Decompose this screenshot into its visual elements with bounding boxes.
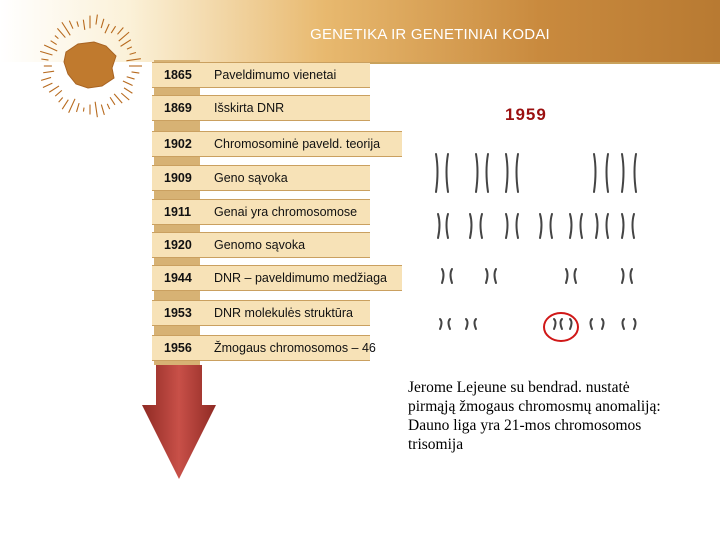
karyotype-image bbox=[426, 150, 676, 355]
caption bbox=[408, 378, 708, 454]
timeline-row bbox=[152, 62, 370, 88]
timeline-year: 1865 bbox=[164, 68, 192, 82]
timeline-label: DNR – paveldimumo medžiaga bbox=[214, 271, 387, 285]
timeline-label: Chromosominė paveld. teorija bbox=[214, 137, 381, 151]
timeline-label: Žmogaus chromosomos – 46 bbox=[214, 341, 376, 355]
timeline-row bbox=[152, 300, 370, 326]
caption-line: Jerome Lejeune su bendrad. nustatė bbox=[408, 379, 630, 396]
timeline-row bbox=[152, 95, 370, 121]
timeline-label: Genomo sąvoka bbox=[214, 238, 306, 252]
timeline-label: Išskirta DNR bbox=[214, 101, 285, 115]
timeline-row bbox=[152, 199, 370, 225]
timeline-label: Paveldimumo vienetai bbox=[214, 68, 337, 82]
slide-title: GENETIKA IR GENETINIAI KODAI bbox=[310, 26, 550, 43]
timeline-year: 1911 bbox=[164, 205, 192, 219]
caption-line: Dauno liga yra 21-mos chromosomos bbox=[408, 417, 642, 434]
timeline-year: 1956 bbox=[164, 341, 192, 355]
timeline-year: 1909 bbox=[164, 171, 192, 185]
timeline-label: DNR molekulės struktūra bbox=[214, 306, 353, 320]
timeline-row bbox=[152, 131, 402, 157]
timeline-year: 1869 bbox=[164, 101, 192, 115]
timeline-label: Geno sąvoka bbox=[214, 171, 288, 185]
timeline-year: 1920 bbox=[164, 238, 192, 252]
timeline-year: 1902 bbox=[164, 137, 192, 151]
timeline-year: 1944 bbox=[164, 271, 192, 285]
highlight-year: 1959 bbox=[505, 105, 547, 124]
lithuania-dna-logo-icon bbox=[36, 12, 144, 120]
down-arrow-icon bbox=[142, 365, 216, 480]
timeline-row bbox=[152, 232, 370, 258]
caption-line: trisomija bbox=[408, 436, 464, 453]
timeline-row bbox=[152, 335, 376, 361]
timeline-row bbox=[152, 265, 402, 291]
timeline-label: Genai yra chromosomose bbox=[214, 205, 358, 219]
timeline-row bbox=[152, 165, 370, 191]
timeline-year: 1953 bbox=[164, 306, 192, 320]
caption-line: pirmąją žmogaus chromosmų anomaliją: bbox=[408, 398, 661, 415]
